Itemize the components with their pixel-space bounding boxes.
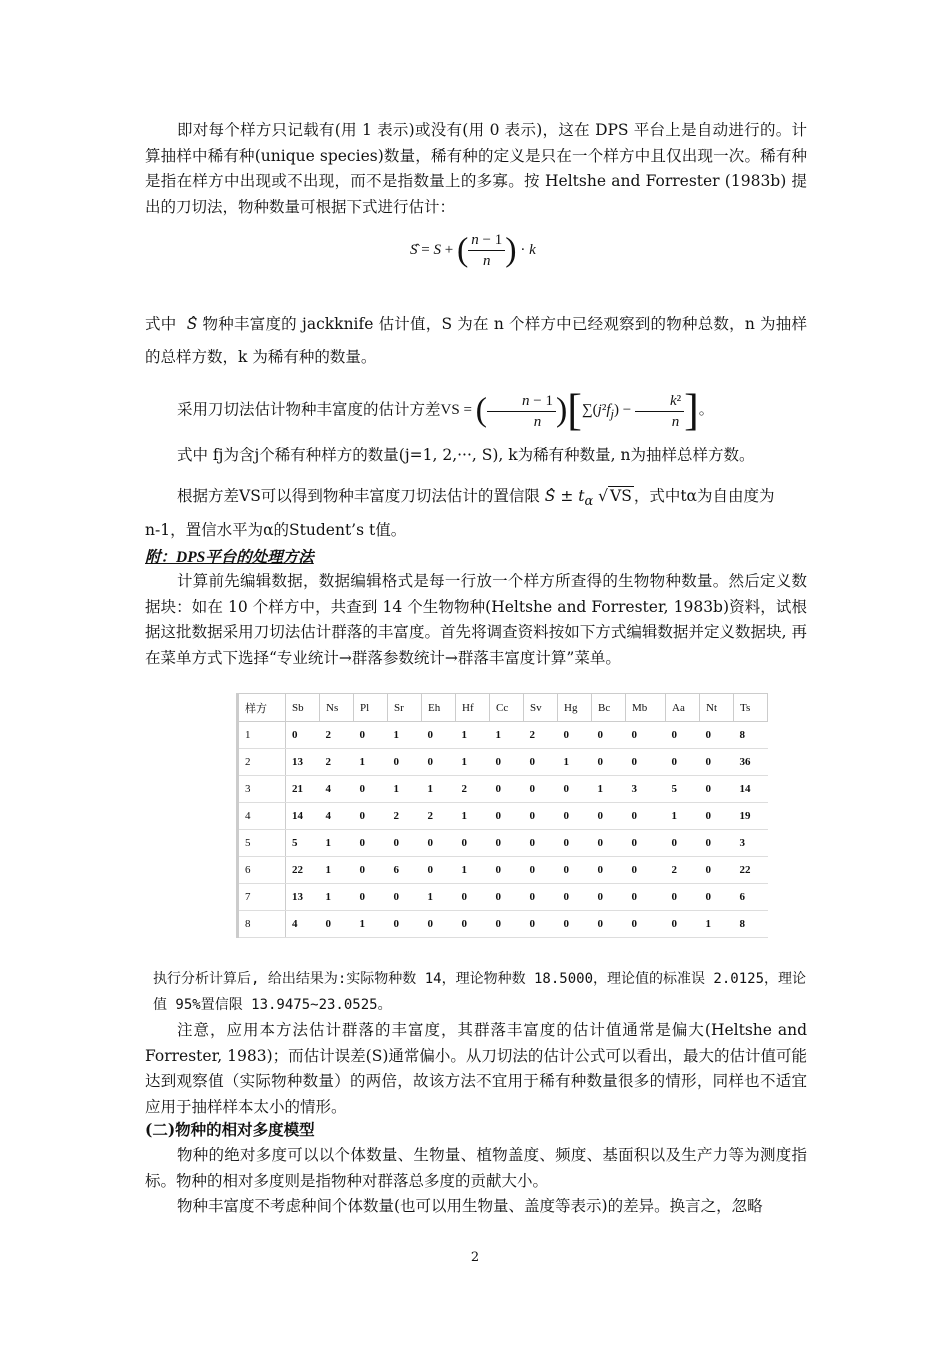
table-cell: 2 (524, 722, 558, 749)
table-cell: 0 (700, 830, 734, 857)
heading-relative-abundance: (二)物种的相对多度模型 (145, 1120, 315, 1139)
text-explanation: 物种丰富度的 jackknife 估计值，S 为在 n 个样方中已经观察到的物种总数，n 为抽样的总样方数，k 为稀有种的数量。 (145, 315, 807, 366)
result-text: 执行分析计算后, 给出结果为:实际物种数 14，理论物种数 18.5000，理论值的标准误 2.0125，理论值 95%置信限 13.9475~23.0525。 (153, 971, 807, 1013)
table-cell: 0 (524, 749, 558, 776)
table-cell: 0 (558, 776, 592, 803)
table-header-cell: 样方 (238, 694, 286, 722)
table-cell: 0 (626, 857, 666, 884)
table-cell: 22 (286, 857, 320, 884)
page-number: 2 (470, 1250, 480, 1265)
table-cell: 6 (238, 857, 286, 884)
table-cell: 1 (238, 722, 286, 749)
paragraph-variance: 采用刀切法估计物种丰富度的估计方差VS = ( $\frac{n - 1}{n}$ )[$\sum(j^2f_j)$ − $\frac{\text{k²}}{n}$ ]。 (177, 386, 714, 435)
text-confidence: 根据方差VS可以得到物种丰富度刀切法估计的置信限 (177, 487, 540, 505)
table-cell: 2 (422, 803, 456, 830)
table-cell: 6 (734, 884, 768, 911)
table-cell: 0 (558, 830, 592, 857)
paragraph-confidence: 根据方差VS可以得到物种丰富度刀切法估计的置信限 Ŝ ± $t_\alpha$ √ VS ，式中tα为自由度为 (177, 487, 775, 510)
table-cell: 8 (734, 911, 768, 938)
table-cell: 1 (456, 749, 490, 776)
table-cell: 0 (422, 911, 456, 938)
table-cell: 3 (734, 830, 768, 857)
table-cell: 1 (456, 803, 490, 830)
table-row (238, 857, 768, 884)
table-cell: 1 (354, 749, 388, 776)
table-header-cell: Nt (700, 694, 734, 722)
paragraph-formula-explanation: 式中 Ŝ 物种丰富度的 jackknife 估计值，S 为在 n 个样方中已经观察到的物种总数，n 为抽样的总样方数，k 为稀有种的数量。 (145, 315, 807, 366)
paragraph-richness: 物种丰富度不考虑种间个体数量(也可以用生物量、盖度等表示)的差异。换言之，忽略 (177, 1197, 763, 1215)
table-cell: 22 (734, 857, 768, 884)
table-cell: 0 (700, 749, 734, 776)
table-header-cell: Sv (524, 694, 558, 722)
table-cell: 0 (666, 911, 700, 938)
table-cell: 0 (490, 803, 524, 830)
table-cell: 0 (666, 722, 700, 749)
table-cell: 8 (238, 911, 286, 938)
paragraph-confidence-cont: n-1，置信水平为α的Student’s t值。 (145, 521, 407, 539)
table-cell: 0 (456, 830, 490, 857)
table-cell: 0 (626, 722, 666, 749)
table-cell: 4 (286, 911, 320, 938)
table-cell: 1 (354, 911, 388, 938)
table-cell: 4 (320, 803, 354, 830)
table-cell: 0 (524, 884, 558, 911)
table-cell: 0 (422, 857, 456, 884)
table-cell: 0 (626, 830, 666, 857)
table-header-row (238, 694, 768, 722)
table-cell: 0 (626, 911, 666, 938)
table-cell: 0 (700, 803, 734, 830)
table-cell: 0 (490, 884, 524, 911)
table-cell: 14 (286, 803, 320, 830)
table-cell: 1 (592, 776, 626, 803)
table-cell: 0 (422, 749, 456, 776)
table-cell: 0 (592, 803, 626, 830)
table-cell: 0 (592, 857, 626, 884)
table-cell: 0 (286, 722, 320, 749)
table-cell: 0 (666, 749, 700, 776)
table-cell: 21 (286, 776, 320, 803)
table-cell: 0 (558, 857, 592, 884)
table-row (238, 749, 768, 776)
table-cell: 0 (558, 803, 592, 830)
table-header-cell: Hg (558, 694, 592, 722)
table-header-cell: Sb (286, 694, 320, 722)
table-header-cell: Hf (456, 694, 490, 722)
table-cell: 2 (456, 776, 490, 803)
paragraph-fj: 式中 fj为含j个稀有种样方的数量(j=1, 2,···, S), k为稀有种数量, n为抽样总样方数。 (177, 446, 755, 464)
table-row (238, 830, 768, 857)
table-cell: 0 (524, 803, 558, 830)
table-cell: 7 (238, 884, 286, 911)
table-cell: 0 (490, 749, 524, 776)
table-cell: 0 (354, 857, 388, 884)
table-cell: 0 (558, 911, 592, 938)
table-cell: 5 (238, 830, 286, 857)
table-cell: 0 (354, 722, 388, 749)
table-cell: 2 (666, 857, 700, 884)
table-cell: 2 (238, 749, 286, 776)
table-cell: 0 (700, 884, 734, 911)
table-cell: 1 (422, 776, 456, 803)
table-row (238, 722, 768, 749)
data-table (236, 693, 768, 938)
paragraph-note: 注意，应用本方法估计群落的丰富度，其群落丰富度的估计值通常是偏大(Heltshe and Forrester, 1983)；而估计误差(S)通常偏小。从刀切法的估计公式可以看出，最大的估计值可能达到观察值（实际物种数量）的两倍，故该方法不宜用于稀有种数量很多的情形，同样也不适宜应用于抽样样本太小的情形。 (145, 1021, 807, 1116)
table-cell: 1 (388, 722, 422, 749)
table-cell: 0 (388, 830, 422, 857)
table-cell: 1 (456, 722, 490, 749)
table-cell: 0 (456, 911, 490, 938)
table-header-cell: Eh (422, 694, 456, 722)
table-cell: 0 (354, 803, 388, 830)
table-cell: 0 (490, 857, 524, 884)
table-cell: 1 (700, 911, 734, 938)
table-cell: 0 (388, 911, 422, 938)
paragraph-dps: 计算前先编辑数据，数据编辑格式是每一行放一个样方所查得的生物物种数量。然后定义数据块：如在 10 个样方中，共查到 14 个生物物种(Heltshe and Forrester, 1983b)资料，试根据这批数据采用刀切法估计群落的丰富度。首先将调查资料按如下方式编辑数据并定义数据块, 再在菜单方式下选择“专业统计→群落参数统计→群落丰富度计算”菜单。 (145, 572, 807, 667)
table-cell: 0 (666, 884, 700, 911)
table-cell: 13 (286, 884, 320, 911)
text-variance: 采用刀切法估计物种丰富度的估计方差 (177, 400, 441, 419)
table-cell: 0 (490, 830, 524, 857)
table-cell: 0 (558, 722, 592, 749)
table-cell: 0 (626, 749, 666, 776)
table-cell: 1 (456, 857, 490, 884)
table-cell: 2 (320, 722, 354, 749)
table-cell: 0 (354, 830, 388, 857)
table-header-cell: Bc (592, 694, 626, 722)
table-cell: 3 (626, 776, 666, 803)
table-cell: 6 (388, 857, 422, 884)
table-cell: 1 (320, 857, 354, 884)
paragraph-abundance: 物种的绝对多度可以以个体数量、生物量、植物盖度、频度、基面积以及生产力等为测度指标。物种的相对多度则是指物种对群落总多度的贡献大小。 (145, 1146, 807, 1190)
table-cell: 0 (592, 722, 626, 749)
table-header-cell: Mb (626, 694, 666, 722)
table-cell: 1 (490, 722, 524, 749)
table-cell: 0 (626, 803, 666, 830)
table-header-cell: Aa (666, 694, 700, 722)
table-cell: 0 (558, 884, 592, 911)
table-header-cell: Sr (388, 694, 422, 722)
table-cell: 0 (354, 884, 388, 911)
heading-dps-method: 附：DPS平台的处理方法 (145, 549, 314, 566)
table-cell: 4 (320, 776, 354, 803)
table-cell: 0 (320, 911, 354, 938)
table-header-cell: Ns (320, 694, 354, 722)
jackknife-formula: Ŝ = S + ( $\frac{n - 1}{n}$ ) · k (410, 231, 536, 269)
table-cell: 0 (592, 749, 626, 776)
table-cell: 1 (320, 830, 354, 857)
table-cell: 19 (734, 803, 768, 830)
table-cell: 0 (456, 884, 490, 911)
table-cell: 0 (388, 884, 422, 911)
table-cell: 1 (422, 884, 456, 911)
table-cell: 0 (524, 911, 558, 938)
table-cell: 0 (422, 830, 456, 857)
table-cell: 1 (666, 803, 700, 830)
table-cell: 0 (700, 776, 734, 803)
table-cell: 0 (490, 776, 524, 803)
table-cell: 3 (238, 776, 286, 803)
table-cell: 0 (666, 830, 700, 857)
table-cell: 0 (700, 722, 734, 749)
table-cell: 1 (320, 884, 354, 911)
table-cell: 0 (388, 749, 422, 776)
table-header-cell: Ts (734, 694, 768, 722)
table-cell: 0 (524, 776, 558, 803)
table-cell: 2 (320, 749, 354, 776)
table-cell: 0 (490, 911, 524, 938)
table-cell: 36 (734, 749, 768, 776)
table-cell: 14 (734, 776, 768, 803)
table-cell: 0 (626, 884, 666, 911)
table-cell: 0 (592, 830, 626, 857)
table-cell: 4 (238, 803, 286, 830)
table-cell: 1 (388, 776, 422, 803)
table-row (238, 911, 768, 938)
paragraph-intro: 即对每个样方只记载有(用 1 表示)或没有(用 0 表示)，这在 DPS 平台上是自动进行的。计算抽样中稀有种(unique species)数量，稀有种的定义是只在一个样方中且仅出现一次。稀有种是指在样方中出现或不出现，而不是指数量上的多寡。按 Heltshe and Forrester (1983b) 提出的刀切法，物种数量可根据下式进行估计： (145, 121, 807, 216)
table-cell: 13 (286, 749, 320, 776)
text-shizhong: 式中 (145, 315, 177, 333)
table-row (238, 776, 768, 803)
table-cell: 0 (524, 857, 558, 884)
table-cell: 0 (592, 884, 626, 911)
table-header-cell: Cc (490, 694, 524, 722)
table-row (238, 803, 768, 830)
table-cell: 2 (388, 803, 422, 830)
table-header-cell: Pl (354, 694, 388, 722)
table-cell: 8 (734, 722, 768, 749)
table-cell: 0 (422, 722, 456, 749)
table-cell: 5 (286, 830, 320, 857)
table-cell: 0 (700, 857, 734, 884)
table-cell: 0 (592, 911, 626, 938)
table-cell: 0 (524, 830, 558, 857)
table-row (238, 884, 768, 911)
table-cell: 5 (666, 776, 700, 803)
table-cell: 1 (558, 749, 592, 776)
table-cell: 0 (354, 776, 388, 803)
text-confidence-tail: ，式中tα为自由度为 (633, 487, 775, 505)
